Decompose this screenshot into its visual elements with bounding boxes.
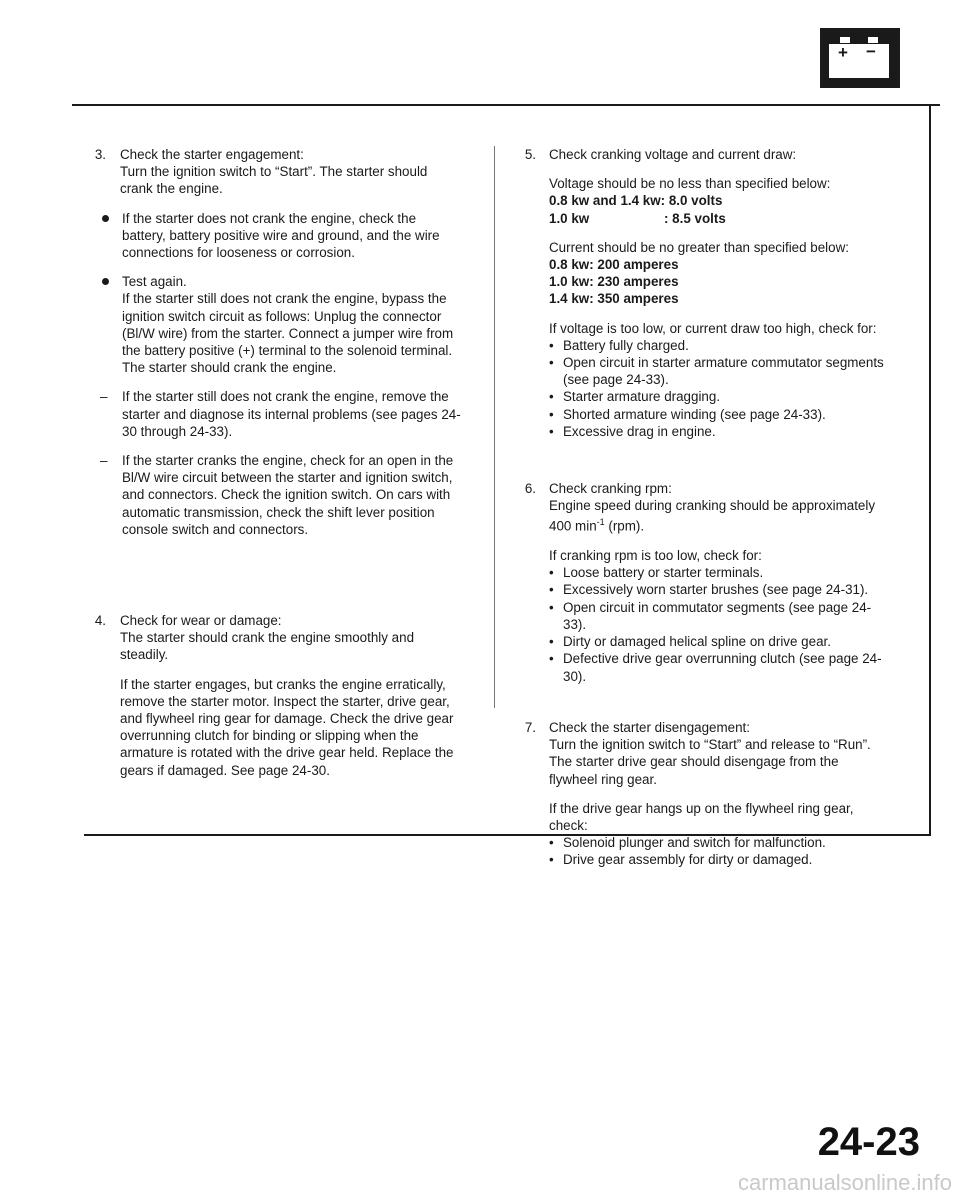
- battery-icon: [820, 28, 900, 88]
- step-3-title: Check the starter engagement:: [120, 147, 304, 162]
- step-3-dash-2: [100, 452, 462, 538]
- step-3-bullet-2: [100, 273, 462, 376]
- step-3-dash-1-text: If the starter still does not crank the engine, remove the starter and diagnose its internal problems (see pages 24-30 through 24-33).: [122, 389, 461, 439]
- step-7: [549, 719, 887, 869]
- step-3: [100, 146, 462, 538]
- step-4: [120, 612, 462, 779]
- voltage-spec-2: [549, 210, 887, 227]
- step-5-check-item: • Starter armature dragging.: [549, 388, 887, 405]
- step-7-title: Check the starter disengagement:: [549, 720, 750, 735]
- step-6-title: Check cranking rpm:: [549, 481, 672, 496]
- step-6: [549, 480, 887, 685]
- step-6-text-end: (rpm).: [604, 518, 645, 534]
- step-5-check-item: • Battery fully charged.: [549, 337, 887, 354]
- step-5-number: 5.: [524, 147, 536, 162]
- step-6-check-intro: If cranking rpm is too low, check for:: [549, 548, 762, 564]
- step-4-number: 4.: [94, 613, 106, 628]
- current-spec-2: 1.0 kw: 230 amperes: [549, 274, 679, 290]
- step-4-text: The starter should crank the engine smoothly and steadily.: [120, 630, 415, 663]
- step-6-check-item: • Open circuit in commutator segments (see page 24-33).: [549, 599, 887, 633]
- top-rule: [72, 104, 940, 106]
- column-divider: [494, 146, 495, 708]
- step-4-title: Check for wear or damage:: [120, 613, 282, 628]
- step-7-check-item: • Solenoid plunger and switch for malfunction.: [549, 834, 887, 851]
- step-6-check-item: • Excessively worn starter brushes (see page 24-31).: [549, 581, 887, 598]
- step-6-superscript: -1: [596, 517, 605, 528]
- battery-plus-label: +: [838, 43, 848, 62]
- step-7-check-intro: If the drive gear hangs up on the flywheel ring gear, check:: [549, 800, 854, 834]
- current-spec-3: 1.4 kw: 350 amperes: [549, 291, 679, 307]
- current-intro: Current should be no greater than specified below:: [549, 239, 849, 255]
- dash-marker: –: [100, 389, 108, 405]
- step-4-para: If the starter engages, but cranks the engine erratically, remove the starter motor. Inspect the starter, drive gear, and flywheel ring gear for damage. Check the drive gear overrunning clutch for binding or slipping when the armature is rotated with the drive gear held. Replace the gears if damaged. See page 24-30.: [120, 676, 454, 778]
- step-5-check-item: • Excessive drag in engine.: [549, 423, 887, 440]
- step-6-check-item: • Loose battery or starter terminals.: [549, 564, 887, 581]
- battery-minus-label: −: [866, 42, 876, 61]
- step-5-title: Check cranking voltage and current draw:: [549, 147, 797, 162]
- voltage-intro: Voltage should be no less than specified below:: [549, 176, 831, 192]
- step-7-number: 7.: [524, 720, 536, 735]
- step-5-check-item: • Open circuit in starter armature commutator segments (see page 24-33).: [549, 354, 887, 388]
- voltage-spec-2-label: 1.0 kw: [549, 210, 590, 226]
- current-spec-1: 0.8 kw: 200 amperes: [549, 257, 679, 273]
- step-6-text-main: Engine speed during cranking should be approximately 400 min: [549, 498, 876, 534]
- step-5-check-intro: If voltage is too low, or current draw too high, check for:: [549, 320, 877, 336]
- step-3-number: 3.: [94, 147, 106, 162]
- step-3-bullet-1-text: If the starter does not crank the engine, check the battery, battery positive wire and ground, and the wire connections for looseness or corrosion.: [122, 210, 440, 261]
- step-3-bullet-1: [100, 210, 462, 262]
- step-3-dash-2-text: If the starter cranks the engine, check for an open in the Bl/W wire circuit between the starter and ignition switch, and connectors. Check the ignition switch. On cars with automatic transmission, check the shift lever position console switch and connectors.: [122, 453, 454, 537]
- step-7-text: Turn the ignition switch to “Start” and release to “Run”. The starter drive gear should disengage from the flywheel ring gear.: [549, 737, 871, 787]
- step-5-check-item: • Shorted armature winding (see page 24-33).: [549, 406, 887, 423]
- bullet-dot-icon: [102, 215, 109, 222]
- step-6-check-item: • Defective drive gear overrunning clutch (see page 24-30).: [549, 650, 887, 684]
- step-5: [549, 146, 887, 440]
- step-3-text: Turn the ignition switch to “Start”. The starter should crank the engine.: [120, 164, 428, 197]
- step-3-bullet-2-head: Test again.: [122, 274, 187, 290]
- step-7-check-item: • Drive gear assembly for dirty or damaged.: [549, 851, 887, 868]
- watermark: carmanualsonline.info: [737, 1170, 952, 1195]
- step-3-bullet-2-text: If the starter still does not crank the engine, bypass the ignition switch circuit as follows: Unplug the connector (Bl/W wire) from the starter. Connect a jumper wire from the battery positive (+) terminal to the solenoid terminal. The starter should crank the engine.: [122, 291, 454, 376]
- page-number: 24-23: [817, 1120, 920, 1164]
- voltage-spec-2-value: : 8.5 volts: [664, 210, 726, 226]
- step-6-text: [549, 497, 887, 535]
- bullet-dot-icon: [102, 278, 109, 285]
- step-6-check-item: • Dirty or damaged helical spline on drive gear.: [549, 633, 887, 650]
- right-rule: [929, 104, 931, 836]
- step-6-number: 6.: [524, 481, 536, 496]
- step-3-dash-1: [100, 388, 462, 440]
- voltage-spec-1: 0.8 kw and 1.4 kw: 8.0 volts: [549, 193, 723, 209]
- dash-marker: –: [100, 453, 108, 469]
